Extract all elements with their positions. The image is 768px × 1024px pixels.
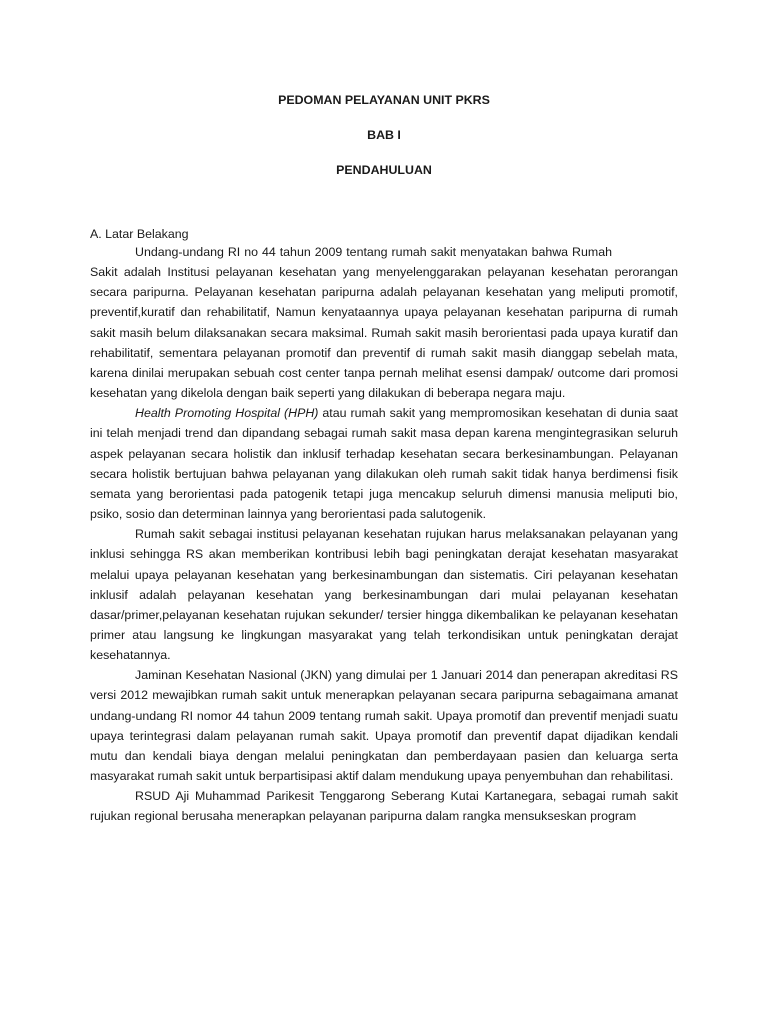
paragraph-2 [90,403,678,524]
section-heading: A. Latar Belakang [90,227,189,241]
document-body [90,92,678,827]
paragraph-1-start: Undang-undang RI no 44 tahun 2009 tentang rumah sakit menyatakan bahwa Rumah [135,245,612,259]
chapter-title: PENDAHULUAN [336,163,432,177]
paragraph-2-italic: Health Promoting Hospital (HPH) [135,406,319,421]
document-title: PEDOMAN PELAYANAN UNIT PKRS [278,93,490,107]
chapter-number: BAB I [367,128,401,142]
paragraph-2-rest: atau rumah sakit yang mempromosikan kesehatan di dunia saat ini telah menjadi trend dan dipandang sebagai rumah sakit masa depan karena mengintegrasikan seluruh aspek pelayanan secara holistik dan inklusif terhadap kesehatan secara berkesinambungan. Pelayanan secara holistik bertujuan bahwa pelayanan yang dilakukan oleh rumah sakit tidak hanya berdimensi fisik semata yang berorientasi pada patogenik tetapi juga mencakup seluruh dimensi manusia meliputi bio, psiko, sosio dan determinan lainnya yang berorientasi pada salutogenik. [90,406,678,522]
paragraph-5: RSUD Aji Muhammad Parikesit Tenggarong Seberang Kutai Kartanegara, sebagai rumah sakit rujukan regional berusaha menerapkan pelayanan paripurna dalam rangka mensukseskan program [90,789,678,824]
paragraph-1 [90,242,678,403]
paragraph-4: Jaminan Kesehatan Nasional (JKN) yang dimulai per 1 Januari 2014 dan penerapan akreditasi RS versi 2012 mewajibkan rumah sakit untuk menerapkan pelayanan secara paripurna sebagaimana amanat undang-undang RI nomor 44 tahun 2009 tentang rumah sakit. Upaya promotif dan preventif menjadi suatu upaya terintegrasi dalam pelayanan rumah sakit. Upaya promotif dan preventif dapat dijadikan kendali mutu dan kendali biaya dengan melalui peningkatan dan pemberdayaan pasien dan keluarga serta masyarakat rumah sakit untuk berpartisipasi aktif dalam mendukung upaya penyembuhan dan rehabilitasi. [90,668,678,784]
paragraph-1-rest: Sakit adalah Institusi pelayanan kesehatan yang menyelenggarakan pelayanan kesehatan perorangan secara paripurna. Pelayanan kesehatan paripurna adalah pelayanan kesehatan yang meliputi promotif, preventif,kuratif dan rehabilitatif, Namun kenyataannya upaya pelayanan kesehatan paripurna di rumah sakit masih belum dilaksanakan secara maksimal. Rumah sakit masih berorientasi pada upaya kuratif dan rehabilitatif, sementara pelayanan promotif dan preventif di rumah sakit masih dianggap sebelah mata, karena dinilai merupakan sebuah cost center tanpa pernah melihat esensi dampak/ outcome dari promosi kesehatan yang dikelola dengan baik seperti yang dilakukan di beberapa negara maju. [90,265,678,401]
paragraph-3: Rumah sakit sebagai institusi pelayanan kesehatan rujukan harus melaksanakan pelayanan yang inklusi sehingga RS akan memberikan kontribusi lebih bagi peningkatan derajat kesehatan masyarakat melalui upaya pelayanan kesehatan yang berkesinambungan dan sistematis. Ciri pelayanan kesehatan inklusif adalah pelayanan kesehatan yang berkesinambungan dari mulai pelayanan kesehatan dasar/primer,pelayanan kesehatan rujukan sekunder/ tersier hingga dikembalikan ke pelayanan kesehatan primer atau langsung ke lingkungan masyarakat yang telah terkondisikan untuk peningkatan derajat kesehatannya. [90,527,678,663]
